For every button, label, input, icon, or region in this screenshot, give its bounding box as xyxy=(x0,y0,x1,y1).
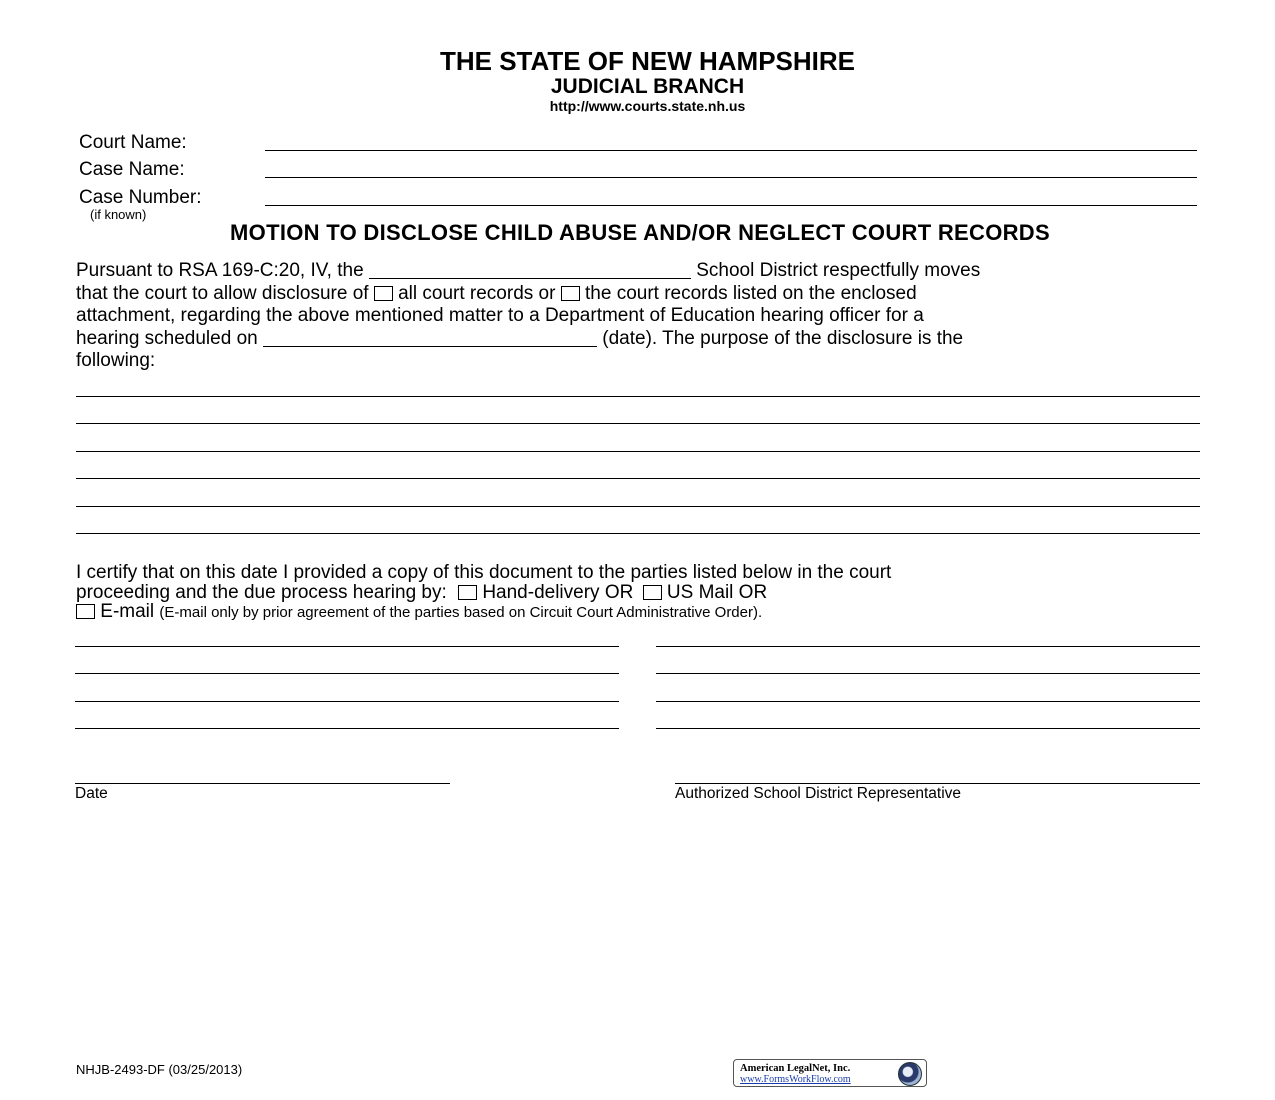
purpose-line[interactable] xyxy=(76,423,1200,424)
logo-company-name: American LegalNet, Inc. xyxy=(740,1063,851,1074)
party-line-left[interactable] xyxy=(75,646,619,647)
case-name-label: Case Name: xyxy=(79,159,185,180)
school-district-field[interactable] xyxy=(369,260,691,279)
body-text: (date). The purpose of the disclosure is the xyxy=(602,327,964,349)
certification xyxy=(76,563,891,623)
party-line-left[interactable] xyxy=(75,673,619,674)
listed-records-checkbox[interactable] xyxy=(561,286,580,301)
hand-delivery-checkbox[interactable] xyxy=(458,585,477,600)
purpose-line[interactable] xyxy=(76,506,1200,507)
body-text: that the court to allow disclosure of xyxy=(76,282,369,304)
case-number-field[interactable] xyxy=(265,205,1197,206)
form-title: MOTION TO DISCLOSE CHILD ABUSE AND/OR NEGLECT COURT RECORDS xyxy=(230,220,1050,245)
paragraph-line-5: following: xyxy=(76,350,156,371)
body-text: Pursuant to RSA 169-C:20, IV, the xyxy=(76,260,364,281)
hand-delivery-label: Hand-delivery OR xyxy=(482,581,634,603)
certify-line-3 xyxy=(76,602,891,623)
case-name-field[interactable] xyxy=(265,177,1197,178)
party-line-right[interactable] xyxy=(656,673,1200,674)
motion-paragraph xyxy=(76,260,1202,373)
party-line-left[interactable] xyxy=(75,728,619,729)
representative-signature-line[interactable] xyxy=(675,783,1200,784)
purpose-line[interactable] xyxy=(76,451,1200,452)
case-number-label: Case Number: xyxy=(79,187,202,208)
date-label: Date xyxy=(75,785,108,802)
email-checkbox[interactable] xyxy=(76,604,95,619)
party-line-right[interactable] xyxy=(656,728,1200,729)
court-name-field[interactable] xyxy=(265,150,1197,151)
all-records-label: all court records or xyxy=(398,282,556,304)
globe-icon xyxy=(898,1062,922,1086)
if-known-note: (if known) xyxy=(90,207,147,222)
all-records-checkbox[interactable] xyxy=(374,286,393,301)
us-mail-checkbox[interactable] xyxy=(643,585,662,600)
certify-text: proceeding and the due process hearing by: xyxy=(76,581,447,603)
purpose-line[interactable] xyxy=(76,478,1200,479)
party-line-left[interactable] xyxy=(75,701,619,702)
paragraph-line-1 xyxy=(76,260,1202,283)
hearing-date-field[interactable] xyxy=(263,328,597,347)
paragraph-line-2 xyxy=(76,283,1202,306)
purpose-line[interactable] xyxy=(76,533,1200,534)
state-title: THE STATE OF NEW HAMPSHIRE xyxy=(439,46,856,76)
email-note: (E-mail only by prior agreement of the parties based on Circuit Court Administrative Order). xyxy=(159,604,763,621)
date-signature-line[interactable] xyxy=(75,783,450,784)
certify-line-1: I certify that on this date I provided a copy of this document to the parties listed below in the court xyxy=(76,562,892,583)
paragraph-line-3: attachment, regarding the above mentioned matter to a Department of Education hearing officer for a xyxy=(76,305,924,326)
party-line-right[interactable] xyxy=(656,701,1200,702)
certify-line-2 xyxy=(76,583,891,603)
court-name-label: Court Name: xyxy=(79,132,187,153)
body-text: School District respectfully moves xyxy=(696,260,981,281)
listed-records-label: the court records listed on the enclosed xyxy=(585,282,917,304)
courts-url[interactable]: http://www.courts.state.nh.us xyxy=(549,98,746,114)
paragraph-line-4 xyxy=(76,328,1202,351)
branch-title: JUDICIAL BRANCH xyxy=(550,75,745,98)
representative-label: Authorized School District Representative xyxy=(675,785,962,802)
logo-url[interactable]: www.FormsWorkFlow.com xyxy=(740,1074,851,1085)
form-id: NHJB-2493-DF (03/25/2013) xyxy=(76,1062,243,1077)
body-text: hearing scheduled on xyxy=(76,327,258,349)
american-legalnet-logo[interactable] xyxy=(733,1059,927,1087)
purpose-line[interactable] xyxy=(76,396,1200,397)
us-mail-label: US Mail OR xyxy=(666,581,768,603)
email-label: E-mail xyxy=(100,601,155,622)
party-line-right[interactable] xyxy=(656,646,1200,647)
